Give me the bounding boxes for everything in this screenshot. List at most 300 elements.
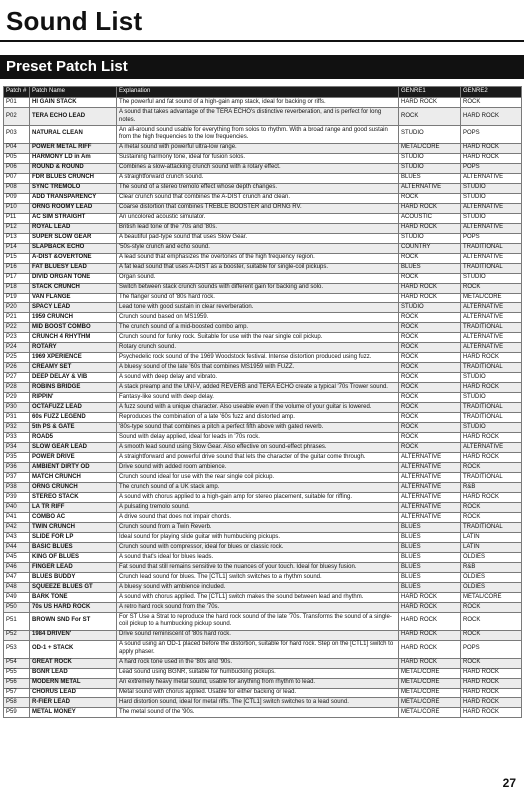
patch-name-cell: CRUNCH 4 RHYTHM [30, 333, 117, 343]
genre1-cell: METAL/CORE [399, 668, 461, 678]
patch-number-cell: P50 [4, 603, 30, 613]
patch-number-cell: P03 [4, 125, 30, 143]
explanation-cell: '80s-type sound that combines a pitch a perfect fifth above with gated reverb. [117, 423, 399, 433]
patch-number-cell: P30 [4, 403, 30, 413]
genre2-cell: ALTERNATIVE [461, 313, 522, 323]
genre2-cell: STUDIO [461, 193, 522, 203]
genre1-cell: BLUES [399, 173, 461, 183]
table-row [4, 153, 522, 163]
patch-name-cell: AC SIM STRAIGHT [30, 213, 117, 223]
patch-name-cell: FAT BLUESY LEAD [30, 263, 117, 273]
table-row [4, 163, 522, 173]
genre2-cell: ROCK [461, 613, 522, 631]
table-row [4, 630, 522, 640]
explanation-cell: A smooth lead sound using Slow Gear. Also effective on sound-effect phrases. [117, 443, 399, 453]
patch-number-cell: P14 [4, 243, 30, 253]
patch-name-cell: BLUES BUDDY [30, 573, 117, 583]
explanation-cell: A metal sound with powerful ultra-low range. [117, 143, 399, 153]
patch-name-cell: KING OF BLUES [30, 553, 117, 563]
genre2-cell: TRADITIONAL [461, 473, 522, 483]
column-header-genre1: GENRE1 [399, 87, 461, 98]
patch-name-cell: NATURAL CLEAN [30, 125, 117, 143]
genre1-cell: ROCK [399, 108, 461, 126]
genre2-cell: TRADITIONAL [461, 403, 522, 413]
genre1-cell: BLUES [399, 543, 461, 553]
genre2-cell: HARD ROCK [461, 383, 522, 393]
explanation-cell: A fat lead sound that uses A-DIST as a booster, suitable for single-coil pickups. [117, 263, 399, 273]
patch-name-cell: ORNG CRUNCH [30, 483, 117, 493]
table-row [4, 513, 522, 523]
table-row [4, 443, 522, 453]
patch-name-cell: MID BOOST COMBO [30, 323, 117, 333]
explanation-cell: A sound that's ideal for blues leads. [117, 553, 399, 563]
table-row [4, 203, 522, 213]
patch-number-cell: P08 [4, 183, 30, 193]
genre2-cell: STUDIO [461, 213, 522, 223]
table-row [4, 373, 522, 383]
table-row [4, 613, 522, 631]
table-row [4, 273, 522, 283]
patch-name-cell: ROYAL LEAD [30, 223, 117, 233]
patch-number-cell: P11 [4, 213, 30, 223]
explanation-cell: Rotary crunch sound. [117, 343, 399, 353]
genre1-cell: HARD ROCK [399, 603, 461, 613]
explanation-cell: A sound with chorus applied. The [CTL1] switch makes the sound between lead and rhythm. [117, 593, 399, 603]
explanation-cell: The flanger sound of '80s hard rock. [117, 293, 399, 303]
genre2-cell: ROCK [461, 463, 522, 473]
patch-number-cell: P07 [4, 173, 30, 183]
genre1-cell: ROCK [399, 363, 461, 373]
column-header-explanation: Explanation [117, 87, 399, 98]
explanation-cell: Fat sound that still remains sensitive to the nuances of your touch. Ideal for bluesy fusion. [117, 563, 399, 573]
patch-number-cell: P33 [4, 433, 30, 443]
patch-name-cell: ROUND & ROUND [30, 163, 117, 173]
patch-name-cell: FINGER LEAD [30, 563, 117, 573]
genre1-cell: ROCK [399, 443, 461, 453]
table-row [4, 593, 522, 603]
patch-name-cell: OCTAFUZZ LEAD [30, 403, 117, 413]
genre1-cell: METAL/CORE [399, 698, 461, 708]
patch-name-cell: MATCH CRUNCH [30, 473, 117, 483]
table-row [4, 213, 522, 223]
patch-number-cell: P47 [4, 573, 30, 583]
table-row [4, 473, 522, 483]
genre1-cell: ROCK [399, 353, 461, 363]
table-row [4, 193, 522, 203]
patch-number-cell: P24 [4, 343, 30, 353]
genre2-cell: POPS [461, 640, 522, 658]
section-banner: Preset Patch List [0, 55, 524, 79]
patch-number-cell: P42 [4, 523, 30, 533]
explanation-cell: Reproduces the combination of a late '60s fuzz and distorted amp. [117, 413, 399, 423]
genre2-cell: HARD ROCK [461, 108, 522, 126]
genre1-cell: ROCK [399, 403, 461, 413]
patch-name-cell: HARMONY LD in Am [30, 153, 117, 163]
patch-name-cell: LA TR RIFF [30, 503, 117, 513]
patch-name-cell: COMBO AC [30, 513, 117, 523]
genre1-cell: ROCK [399, 413, 461, 423]
genre1-cell: METAL/CORE [399, 688, 461, 698]
patch-table [3, 86, 522, 718]
genre1-cell: ROCK [399, 333, 461, 343]
genre1-cell: HARD ROCK [399, 293, 461, 303]
patch-name-cell: ORNG ROOMY LEAD [30, 203, 117, 213]
genre1-cell: BLUES [399, 263, 461, 273]
genre2-cell: HARD ROCK [461, 688, 522, 698]
patch-name-cell: POWER METAL RIFF [30, 143, 117, 153]
genre2-cell: STUDIO [461, 183, 522, 193]
patch-number-cell: P51 [4, 613, 30, 631]
patch-name-cell: HI GAIN STACK [30, 98, 117, 108]
explanation-cell: A bluesy sound of the late '60s that combines MS1959 with FUZZ. [117, 363, 399, 373]
patch-number-cell: P45 [4, 553, 30, 563]
page-title: Sound List [6, 6, 143, 36]
genre1-cell: HARD ROCK [399, 283, 461, 293]
genre1-cell: STUDIO [399, 303, 461, 313]
explanation-cell: British lead tone of the '70s and '80s. [117, 223, 399, 233]
genre1-cell: ROCK [399, 373, 461, 383]
explanation-cell: The powerful and fat sound of a high-gain amp stack, ideal for backing or riffs. [117, 98, 399, 108]
genre1-cell: METAL/CORE [399, 143, 461, 153]
explanation-cell: An all-around sound usable for everything from solos to rhythm. With a broad range and good sustain from the high frequencies to the low frequencies. [117, 125, 399, 143]
patch-number-cell: P26 [4, 363, 30, 373]
patch-name-cell: ADD TRANSPARENCY [30, 193, 117, 203]
explanation-cell: A sound with deep delay and vibrato. [117, 373, 399, 383]
table-row [4, 563, 522, 573]
table-row [4, 603, 522, 613]
explanation-cell: Lead tone with good sustain in clear reverberation. [117, 303, 399, 313]
patch-number-cell: P21 [4, 313, 30, 323]
genre1-cell: HARD ROCK [399, 98, 461, 108]
explanation-cell: Organ sound. [117, 273, 399, 283]
genre2-cell: ROCK [461, 503, 522, 513]
genre1-cell: ALTERNATIVE [399, 183, 461, 193]
genre1-cell: METAL/CORE [399, 708, 461, 718]
patch-name-cell: DEEP DELAY & VIB [30, 373, 117, 383]
patch-number-cell: P57 [4, 688, 30, 698]
explanation-cell: Lead sound using BGNR, suitable for humbucking pickups. [117, 668, 399, 678]
patch-number-cell: P35 [4, 453, 30, 463]
explanation-cell: Crunch sound ideal for use with the rear single coil pickup. [117, 473, 399, 483]
explanation-cell: The sound of a stereo tremolo effect whose depth changes. [117, 183, 399, 193]
genre1-cell: ALTERNATIVE [399, 453, 461, 463]
patch-number-cell: P44 [4, 543, 30, 553]
table-row [4, 423, 522, 433]
genre2-cell: POPS [461, 233, 522, 243]
patch-name-cell: STEREO STACK [30, 493, 117, 503]
patch-number-cell: P23 [4, 333, 30, 343]
genre1-cell: ROCK [399, 393, 461, 403]
genre1-cell: ALTERNATIVE [399, 473, 461, 483]
genre2-cell: METAL/CORE [461, 293, 522, 303]
genre2-cell: STUDIO [461, 373, 522, 383]
patch-number-cell: P54 [4, 658, 30, 668]
patch-number-cell: P58 [4, 698, 30, 708]
genre2-cell: STUDIO [461, 273, 522, 283]
table-row [4, 640, 522, 658]
explanation-cell: A beautiful pad-type sound that uses Slow Gear. [117, 233, 399, 243]
genre2-cell: TRADITIONAL [461, 263, 522, 273]
genre1-cell: ROCK [399, 253, 461, 263]
explanation-cell: The crunch sound of a mid-boosted combo amp. [117, 323, 399, 333]
explanation-cell: '50s-style crunch and echo sound. [117, 243, 399, 253]
patch-number-cell: P13 [4, 233, 30, 243]
table-row [4, 658, 522, 668]
patch-name-cell: STACK CRUNCH [30, 283, 117, 293]
table-row [4, 303, 522, 313]
explanation-cell: A stack preamp and the UNI-V, added REVERB and TERA ECHO create a typical '70s Trower sound. [117, 383, 399, 393]
patch-name-cell: VAN FLANGE [30, 293, 117, 303]
table-row [4, 283, 522, 293]
genre1-cell: STUDIO [399, 125, 461, 143]
patch-number-cell: P41 [4, 513, 30, 523]
genre1-cell: STUDIO [399, 163, 461, 173]
explanation-cell: Crunch lead sound for blues. The [CTL1] switch switches to a rhythm sound. [117, 573, 399, 583]
patch-name-cell: BASIC BLUES [30, 543, 117, 553]
genre2-cell: OLDIES [461, 583, 522, 593]
patch-number-cell: P52 [4, 630, 30, 640]
genre2-cell: TRADITIONAL [461, 523, 522, 533]
genre1-cell: BLUES [399, 583, 461, 593]
genre2-cell: TRADITIONAL [461, 323, 522, 333]
table-row [4, 453, 522, 463]
patch-number-cell: P25 [4, 353, 30, 363]
genre2-cell: ROCK [461, 513, 522, 523]
patch-name-cell: BARK TONE [30, 593, 117, 603]
patch-name-cell: BROWN SND For ST [30, 613, 117, 631]
table-row [4, 353, 522, 363]
genre2-cell: ROCK [461, 603, 522, 613]
genre2-cell: HARD ROCK [461, 678, 522, 688]
genre2-cell: ALTERNATIVE [461, 443, 522, 453]
explanation-cell: Crunch sound for funky rock. Suitable for use with the rear single coil pickup. [117, 333, 399, 343]
explanation-cell: Crunch sound based on MS1959. [117, 313, 399, 323]
patch-name-cell: SLOW GEAR LEAD [30, 443, 117, 453]
patch-number-cell: P22 [4, 323, 30, 333]
genre2-cell: TRADITIONAL [461, 243, 522, 253]
patch-number-cell: P32 [4, 423, 30, 433]
patch-number-cell: P17 [4, 273, 30, 283]
table-row [4, 223, 522, 233]
patch-name-cell: ROAD5 [30, 433, 117, 443]
table-row [4, 243, 522, 253]
patch-number-cell: P09 [4, 193, 30, 203]
genre1-cell: ALTERNATIVE [399, 483, 461, 493]
genre1-cell: HARD ROCK [399, 203, 461, 213]
genre1-cell: METAL/CORE [399, 678, 461, 688]
genre1-cell: HARD ROCK [399, 593, 461, 603]
genre2-cell: R&B [461, 563, 522, 573]
genre2-cell: POPS [461, 163, 522, 173]
patch-name-cell: 1984 DRIVEN' [30, 630, 117, 640]
genre2-cell: OLDIES [461, 573, 522, 583]
table-header-row [4, 87, 522, 98]
patch-name-cell: RIPPIN' [30, 393, 117, 403]
genre1-cell: BLUES [399, 563, 461, 573]
patch-number-cell: P53 [4, 640, 30, 658]
patch-number-cell: P31 [4, 413, 30, 423]
table-row [4, 413, 522, 423]
genre2-cell: OLDIES [461, 553, 522, 563]
explanation-cell: A pulsating tremolo sound. [117, 503, 399, 513]
patch-number-cell: P20 [4, 303, 30, 313]
explanation-cell: A drive sound that does not impair chords. [117, 513, 399, 523]
explanation-cell: Metal sound with chorus applied. Usable for either backing or lead. [117, 688, 399, 698]
explanation-cell: Crunch sound with compressor, ideal for blues or classic rock. [117, 543, 399, 553]
patch-number-cell: P43 [4, 533, 30, 543]
patch-name-cell: 1969 XPERIENCE [30, 353, 117, 363]
genre2-cell: ALTERNATIVE [461, 333, 522, 343]
genre2-cell: HARD ROCK [461, 668, 522, 678]
explanation-cell: A fuzz sound with a unique character. Also useable even if the volume of your guitar is lowered. [117, 403, 399, 413]
explanation-cell: Fantasy-like sound with deep delay. [117, 393, 399, 403]
patch-name-cell: SPACY LEAD [30, 303, 117, 313]
patch-name-cell: CHORUS LEAD [30, 688, 117, 698]
explanation-cell: The metal sound of the '90s. [117, 708, 399, 718]
table-row [4, 173, 522, 183]
explanation-cell: A retro hard rock sound from the '70s. [117, 603, 399, 613]
table-row [4, 333, 522, 343]
table-body [4, 98, 522, 718]
genre1-cell: ALTERNATIVE [399, 503, 461, 513]
genre1-cell: BLUES [399, 553, 461, 563]
patch-name-cell: 60s FUZZ LEGEND [30, 413, 117, 423]
patch-number-cell: P29 [4, 393, 30, 403]
table-row [4, 363, 522, 373]
explanation-cell: A straightforward crunch sound. [117, 173, 399, 183]
table-row [4, 678, 522, 688]
patch-number-cell: P46 [4, 563, 30, 573]
genre2-cell: ALTERNATIVE [461, 253, 522, 263]
patch-name-cell: 1959 CRUNCH [30, 313, 117, 323]
explanation-cell: Sustaining harmony tone, ideal for fusion solos. [117, 153, 399, 163]
genre2-cell: HARD ROCK [461, 698, 522, 708]
genre2-cell: HARD ROCK [461, 353, 522, 363]
patch-number-cell: P10 [4, 203, 30, 213]
explanation-cell: An uncolored acoustic simulator. [117, 213, 399, 223]
table-row [4, 313, 522, 323]
explanation-cell: A sound that takes advantage of the TERA ECHO's distinctive reverberation, and is perfect for long notes. [117, 108, 399, 126]
genre1-cell: ROCK [399, 313, 461, 323]
genre2-cell: LATIN [461, 533, 522, 543]
table-row [4, 403, 522, 413]
table-row [4, 233, 522, 243]
patch-name-cell: R-FIER LEAD [30, 698, 117, 708]
table-row [4, 463, 522, 473]
patch-name-cell: TWIN CRUNCH [30, 523, 117, 533]
patch-number-cell: P39 [4, 493, 30, 503]
table-row [4, 383, 522, 393]
explanation-cell: A bluesy sound with ambience included. [117, 583, 399, 593]
table-row [4, 343, 522, 353]
patch-number-cell: P59 [4, 708, 30, 718]
patch-name-cell: SYNC TREMOLO [30, 183, 117, 193]
genre2-cell: R&B [461, 483, 522, 493]
genre1-cell: HARD ROCK [399, 658, 461, 668]
patch-name-cell: SLAPBACK ECHO [30, 243, 117, 253]
patch-name-cell: ROTARY [30, 343, 117, 353]
explanation-cell: Switch between stack crunch sounds with different gain for backing and solo. [117, 283, 399, 293]
patch-number-cell: P05 [4, 153, 30, 163]
genre2-cell: POPS [461, 125, 522, 143]
table-row [4, 583, 522, 593]
patch-number-cell: P38 [4, 483, 30, 493]
explanation-cell: Hard distortion sound, ideal for metal riffs. The [CTL1] switch switches to a lead sound. [117, 698, 399, 708]
patch-number-cell: P06 [4, 163, 30, 173]
table-row [4, 503, 522, 513]
explanation-cell: Ideal sound for playing slide guitar with humbucking pickups. [117, 533, 399, 543]
patch-name-cell: 5th PS & GATE [30, 423, 117, 433]
patch-number-cell: P55 [4, 668, 30, 678]
genre1-cell: STUDIO [399, 153, 461, 163]
patch-name-cell: METAL MONEY [30, 708, 117, 718]
patch-name-cell: SUPER SLOW GEAR [30, 233, 117, 243]
genre2-cell: HARD ROCK [461, 143, 522, 153]
patch-name-cell: BGNR LEAD [30, 668, 117, 678]
table-row [4, 263, 522, 273]
patch-name-cell: CREAMY SET [30, 363, 117, 373]
table-row [4, 98, 522, 108]
genre1-cell: COUNTRY [399, 243, 461, 253]
genre2-cell: TRADITIONAL [461, 363, 522, 373]
patch-name-cell: OD-1 + STACK [30, 640, 117, 658]
explanation-cell: Sound with delay applied, ideal for leads in '70s rock. [117, 433, 399, 443]
table-row [4, 698, 522, 708]
patch-name-cell: GREAT ROCK [30, 658, 117, 668]
genre1-cell: BLUES [399, 523, 461, 533]
patch-number-cell: P49 [4, 593, 30, 603]
table-row [4, 493, 522, 503]
table-row [4, 183, 522, 193]
patch-name-cell: DIVID ORGAN TONE [30, 273, 117, 283]
genre1-cell: STUDIO [399, 233, 461, 243]
genre2-cell: ALTERNATIVE [461, 203, 522, 213]
table-row [4, 533, 522, 543]
table-row [4, 483, 522, 493]
table-row [4, 708, 522, 718]
genre1-cell: ALTERNATIVE [399, 513, 461, 523]
explanation-cell: Drive sound reminiscent of '80s hard rock. [117, 630, 399, 640]
patch-number-cell: P56 [4, 678, 30, 688]
genre2-cell: METAL/CORE [461, 593, 522, 603]
table-row [4, 553, 522, 563]
title-divider [0, 40, 524, 42]
genre2-cell: ALTERNATIVE [461, 173, 522, 183]
genre2-cell: HARD ROCK [461, 433, 522, 443]
explanation-cell: A sound with chorus applied to a high-gain amp for stereo placement, suitable for riffing. [117, 493, 399, 503]
patch-number-cell: P18 [4, 283, 30, 293]
table-row [4, 143, 522, 153]
explanation-cell: Coarse distortion that combines TREBLE BOOSTER and ORNG RV. [117, 203, 399, 213]
patch-number-cell: P12 [4, 223, 30, 233]
patch-number-cell: P02 [4, 108, 30, 126]
table-row [4, 125, 522, 143]
genre2-cell: STUDIO [461, 393, 522, 403]
table-row [4, 688, 522, 698]
explanation-cell: A sound using an OD-1 placed before the distortion, suitable for hard rock. Step on the [CTL1] switch to apply phaser. [117, 640, 399, 658]
patch-number-cell: P15 [4, 253, 30, 263]
patch-number-cell: P40 [4, 503, 30, 513]
genre2-cell: HARD ROCK [461, 708, 522, 718]
table-row [4, 433, 522, 443]
genre1-cell: BLUES [399, 533, 461, 543]
patch-number-cell: P16 [4, 263, 30, 273]
patch-name-cell: SQUEEZE BLUES GT [30, 583, 117, 593]
genre1-cell: ALTERNATIVE [399, 493, 461, 503]
genre1-cell: HARD ROCK [399, 640, 461, 658]
patch-name-cell: POWER DRIVE [30, 453, 117, 463]
explanation-cell: The crunch sound of a UK stack amp. [117, 483, 399, 493]
